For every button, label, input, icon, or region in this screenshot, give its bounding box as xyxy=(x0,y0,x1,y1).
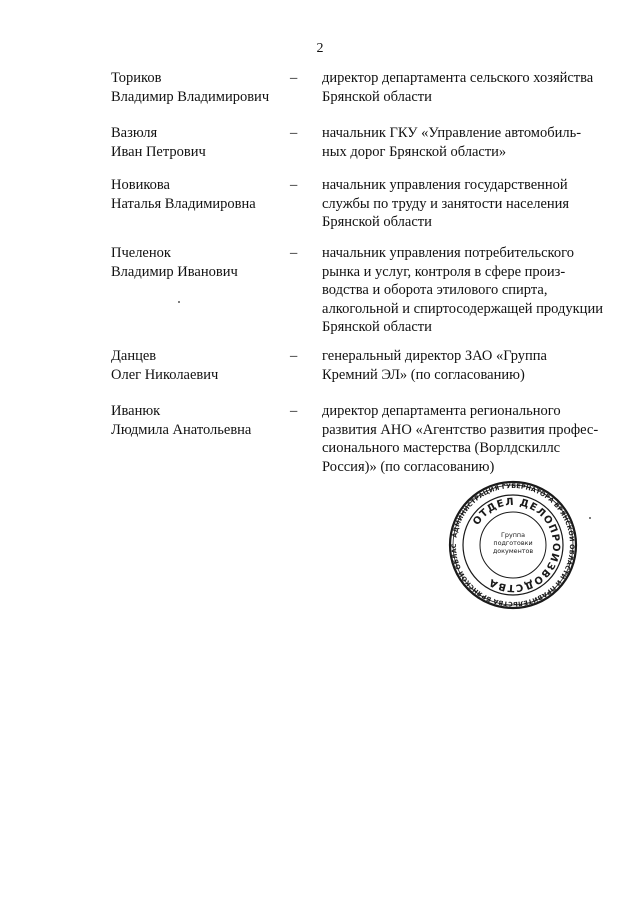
member-role-line: начальник управления государственной xyxy=(322,177,568,193)
member-dash: – xyxy=(290,348,298,364)
member-name-line: Пчеленок xyxy=(111,245,171,261)
member-name-line: Владимир Владимирович xyxy=(111,88,270,105)
member-name-line: Наталья Владимировна xyxy=(111,195,256,212)
member-role-line: развития АНО «Агентство развития профес- xyxy=(322,421,599,438)
member-role-line: генеральный директор ЗАО «Группа xyxy=(322,348,547,364)
member-role xyxy=(322,124,622,161)
member-name xyxy=(111,402,281,439)
member-dash: – xyxy=(290,125,298,141)
member-name-line: Иван Петрович xyxy=(111,143,206,160)
member-role-line: сионального мастерства (Ворлдскиллс xyxy=(322,440,561,457)
member-name-line: Вазюля xyxy=(111,125,158,141)
member-role-line: директор департамента сельского хозяйства xyxy=(322,70,594,86)
member-role-line: рынка и услуг, контроля в сфере произ- xyxy=(322,263,566,280)
member-name-line: Людмила Анатольевна xyxy=(111,421,252,438)
stamp-inner-ring-text: ОТДЕЛ ДЕЛОПРОИЗВОДСТВА xyxy=(471,496,562,594)
member-role-line: алкогольной и спиртосодержащей продукции xyxy=(322,300,603,317)
member-role-line: ных дорог Брянской области» xyxy=(322,143,507,160)
member-name-line: Олег Николаевич xyxy=(111,366,219,383)
stamp-center-text xyxy=(493,531,534,555)
member-role-line: начальник ГКУ «Управление автомобиль- xyxy=(322,125,582,141)
stamp-seal-icon xyxy=(448,480,578,610)
member-role-line: директор департамента регионального xyxy=(322,403,561,419)
stamp-center-line: Группа xyxy=(500,531,526,539)
member-name-line: Данцев xyxy=(111,348,157,364)
member-name xyxy=(111,69,281,106)
member-role-line: Кремний ЭЛ» (по согласованию) xyxy=(322,366,525,383)
member-role xyxy=(322,176,622,232)
member-dash: – xyxy=(290,403,298,419)
member-dash: – xyxy=(290,245,298,261)
member-role xyxy=(322,347,622,384)
member-name xyxy=(111,347,281,384)
stamp-center-line: подготовки xyxy=(493,539,533,547)
member-dash: – xyxy=(290,177,298,193)
member-role-line: Брянской области xyxy=(322,214,432,231)
member-name-line: Иванюк xyxy=(111,403,161,419)
member-role-line: водства и оборота этилового спирта, xyxy=(322,282,548,299)
member-name-line: Владимир Иванович xyxy=(111,263,238,280)
member-role-line: Россия)» (по согласованию) xyxy=(322,458,495,475)
speck xyxy=(589,517,591,519)
member-name-line: Ториков xyxy=(111,70,162,86)
member-role-line: начальник управления потребительского xyxy=(322,245,574,261)
member-role-line: Брянской области xyxy=(322,88,432,105)
member-role xyxy=(322,69,622,106)
member-name xyxy=(111,244,281,281)
stamp-center-line: документов xyxy=(492,547,534,555)
member-role-line: службы по труду и занятости населения xyxy=(322,195,570,212)
stamp-outer-ring-text: АДМИНИСТРАЦИЯ ГУБЕРНАТОРА БРЯНСКОЙ ОБЛАСТИ И ПРАВИТЕЛЬСТВА БРЯНСКОЙ ОБЛАС xyxy=(450,482,576,608)
official-stamp xyxy=(448,480,578,610)
member-role xyxy=(322,402,622,476)
page-number: 2 xyxy=(316,41,324,56)
member-name xyxy=(111,124,281,161)
member-name-line: Новикова xyxy=(111,177,170,193)
speck xyxy=(178,301,180,303)
member-role-line: Брянской области xyxy=(322,319,432,336)
member-name xyxy=(111,176,281,213)
member-dash: – xyxy=(290,70,298,86)
member-role xyxy=(322,244,622,337)
